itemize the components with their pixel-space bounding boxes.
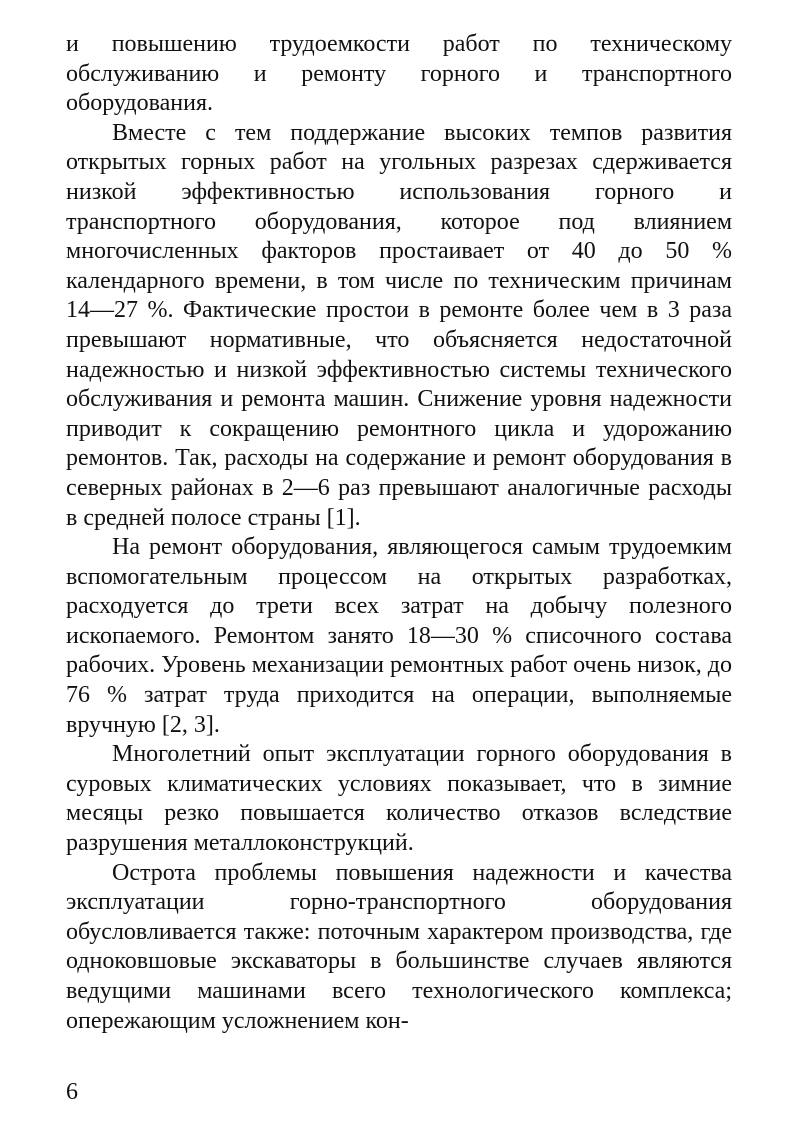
page-number: 6 [66,1079,78,1105]
page-text [66,30,732,1036]
paragraph-climate-experience: Многолетний опыт эксплуатации горного оборудования в суровых климатических условиях показывает, что в зимние месяцы резко повышается количество отказов вследствие разрушения металлоконструкций. [66,741,732,857]
paragraph-repair-labor: На ремонт оборудования, являющегося самым трудоемким вспомогательным процессом на открытых разработках, расходуется до трети всех затрат на добычу полезного ископаемого. Ремонтом занято 18—30 % списочного состава рабочих. Уровень механизации ремонтных работ очень низок, до 76 % затрат труда приходится на операции, выполняемые вручную [2, 3]. [66,534,732,738]
paragraph-continuation: и повышению трудоемкости работ по техническому обслуживанию и ремонту горного и транспортного оборудования. [66,31,732,117]
paragraph-reliability-problem: Острота проблемы повышения надежности и качества эксплуатации горно-транспортного оборудования обусловливается также: поточным характером производства, где одноковшовые экскаваторы в большинстве случаев являются ведущими машинами всего технологического комплекса; опережающим усложнением кон- [66,859,732,1034]
paragraph-equipment-efficiency: Вместе с тем поддержание высоких темпов развития открытых горных работ на угольных разрезах сдерживается низкой эффективностью использования горного и транспортного оборудования, которое под влиянием многочисленных факторов простаивает от 40 до 50 % календарного времени, в том числе по техническим причинам 14—27 %. Фактические простои в ремонте более чем в 3 раза превышают нормативные, что объясняется недостаточной надежностью и низкой эффективностью системы технического обслуживания и ремонта машин. Снижение уровня надежности приводит к сокращению ремонтного цикла и удорожанию ремонтов. Так, расходы на содержание и ремонт оборудования в северных районах в 2—6 раз превышают аналогичные расходы в средней полосе страны [1]. [66,119,732,531]
